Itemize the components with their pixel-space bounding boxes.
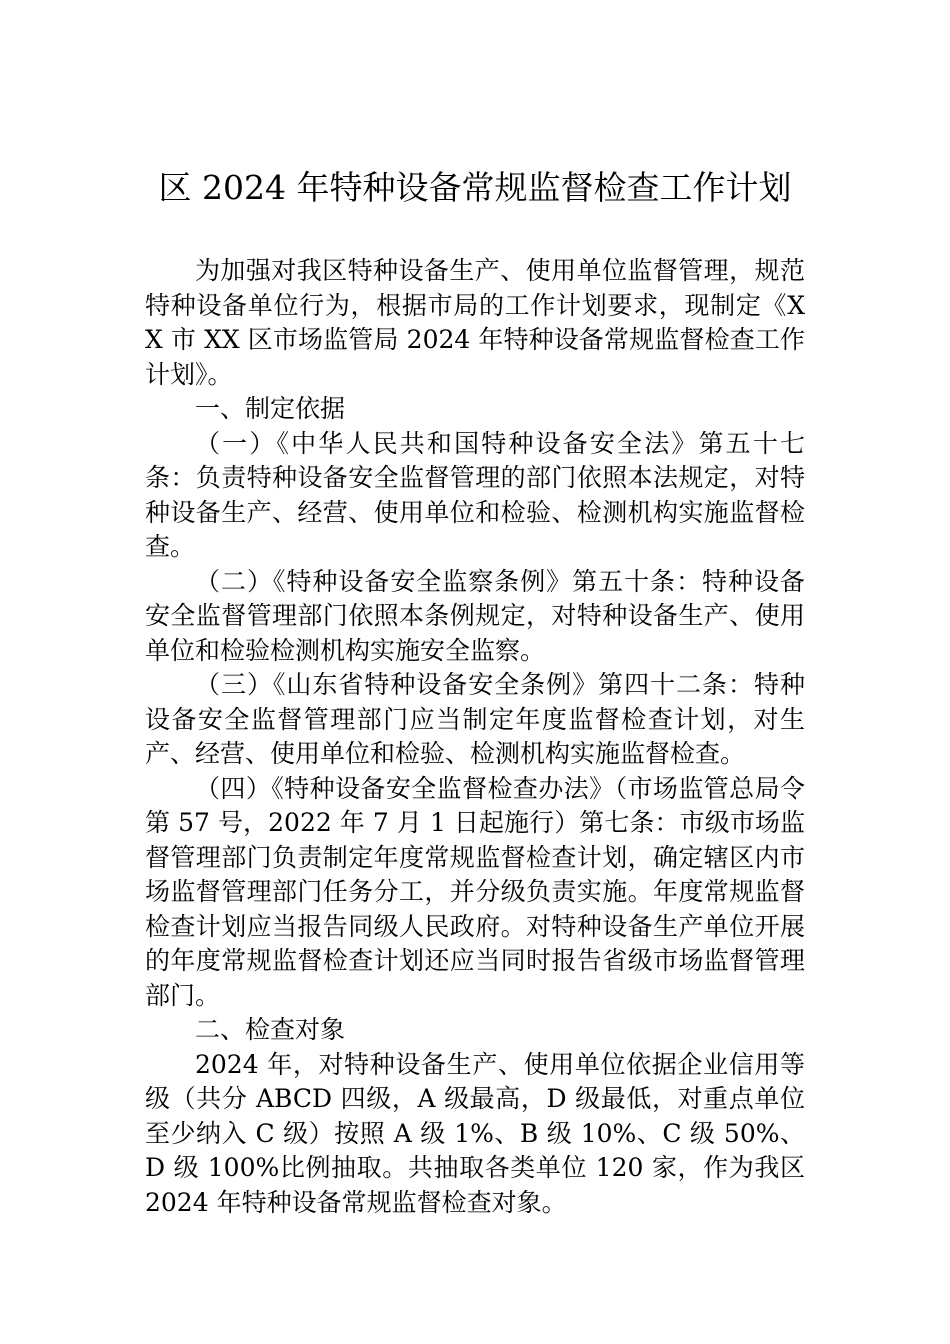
basis-item-1: （一）《中华人民共和国特种设备安全法》第五十七条：负责特种设备安全监督管理的部门依照本法规定，对特种设备生产、经营、使用单位和检验、检测机构实施监督检查。: [145, 428, 805, 561]
targets-paragraph: 2024 年，对特种设备生产、使用单位依据企业信用等级（共分 ABCD 四级，A 级最高，D 级最低，对重点单位至少纳入 C 级）按照 A 级 1%、B 级 10%、C 级 50%、D 级 100%比例抽取。共抽取各类单位 120 家，作为我区 2024 年特种设备常规监督检查对象。: [145, 1049, 805, 1217]
document-title: 区 2024 年特种设备常规监督检查工作计划: [158, 168, 792, 207]
basis-item-2: （二）《特种设备安全监察条例》第五十条：特种设备安全监督管理部门依照本条例规定，对特种设备生产、使用单位和检验检测机构实施安全监察。: [145, 566, 805, 665]
section-heading-targets: 二、检查对象: [195, 1015, 346, 1044]
intro-paragraph: 为加强对我区特种设备生产、使用单位监督管理，规范特种设备单位行为，根据市局的工作计划要求，现制定《XX 市 XX 区市场监管局 2024 年特种设备常规监督检查工作计划》。: [145, 256, 805, 389]
document-body: [145, 254, 805, 1220]
basis-item-3: （三）《山东省特种设备安全条例》第四十二条：特种设备安全监督管理部门应当制定年度监督检查计划，对生产、经营、使用单位和检验、检测机构实施监督检查。: [145, 670, 805, 768]
section-heading-basis: 一、制定依据: [195, 394, 346, 423]
basis-item-4: （四）《特种设备安全监督检查办法》（市场监管总局令第 57 号，2022 年 7 月 1 日起施行）第七条：市级市场监督管理部门负责制定年度常规监督检查计划，确定辖区内市场监督管理部门任务分工，并分级负责实施。年度常规监督检查计划应当报告同级人民政府。对特种设备生产单位开展的年度常规监督检查计划还应当同时报告省级市场监督管理部门。: [145, 773, 805, 1010]
